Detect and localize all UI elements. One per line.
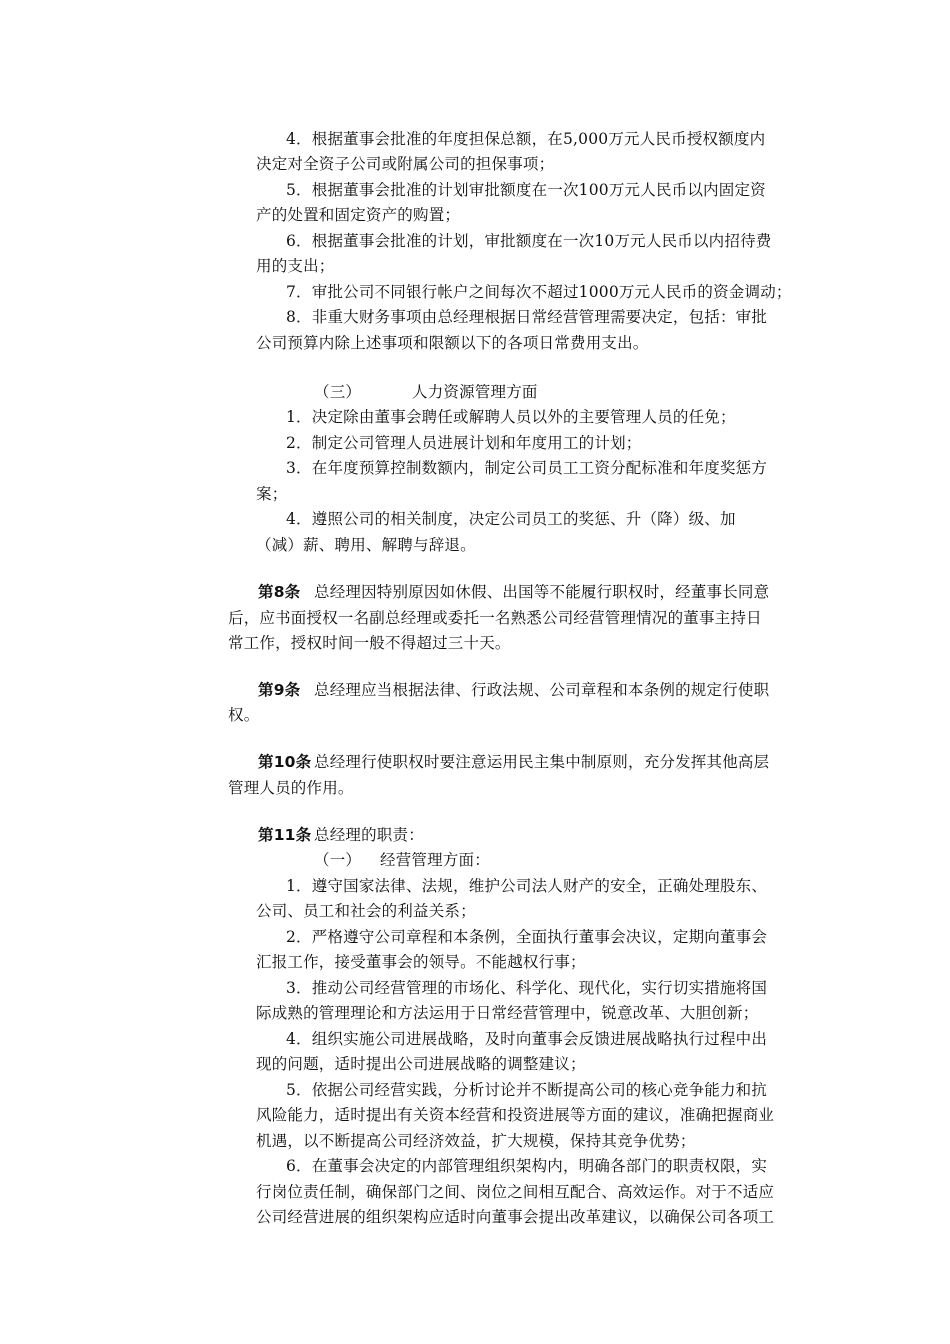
finance-item-5-line-2: 产的处置和固定资产的购置； (256, 206, 461, 224)
article-9-label: 第9条 (258, 681, 301, 699)
article-9-line-2: 权。 (228, 706, 260, 724)
operations-item-3-line-1: 3．推动公司经营管理的市场化、科学化、现代化，实行切实措施将国 (286, 979, 768, 997)
article-8-label: 第8条 (258, 583, 301, 601)
operations-heading-text: 经营管理方面： (380, 851, 490, 869)
hr-item-4-line-1: 4．遵照公司的相关制度，决定公司员工的奖惩、升（降）级、加 (286, 510, 736, 528)
hr-item-3-line-2: 案； (256, 485, 288, 503)
hr-item-2-line-1: 2．制定公司管理人员进展计划和年度用工的计划； (286, 434, 642, 452)
article-8-line-1: 总经理因特别原因如休假、出国等不能履行职权时，经董事长同意 (314, 583, 770, 601)
article-11-label: 第11条 (258, 826, 312, 844)
article-9-line-1: 总经理应当根据法律、行政法规、公司章程和本条例的规定行使职 (314, 681, 770, 699)
article-10-line-1: 总经理行使职权时要注意运用民主集中制原则，充分发挥其他高层 (314, 753, 770, 771)
operations-item-2-line-1: 2．严格遵守公司章程和本条例，全面执行董事会决议，定期向董事会 (286, 928, 768, 946)
finance-item-4-line-2: 决定对全资子公司或附属公司的担保事项； (256, 155, 555, 173)
hr-heading-text: 人力资源管理方面 (412, 383, 538, 401)
finance-item-8-line-2: 公司预算内除上述事项和限额以下的各项日常费用支出。 (256, 334, 649, 352)
article-10-line-2: 管理人员的作用。 (228, 779, 354, 797)
hr-item-1-line-1: 1．决定除由董事会聘任或解聘人员以外的主要管理人员的任免； (286, 408, 736, 426)
operations-item-6-line-3: 公司经营进展的组织架构应适时向董事会提出改革建议，以确保公司各项工 (256, 1208, 775, 1226)
operations-item-1-line-1: 1．遵守国家法律、法规，维护公司法人财产的安全，正确处理股东、 (286, 877, 768, 895)
operations-item-3-line-2: 际成熟的管理理论和方法运用于日常经营管理中，锐意改革、大胆创新； (256, 1004, 759, 1022)
article-11-line-1: 总经理的职责： (314, 826, 424, 844)
operations-item-5-line-3: 机遇，以不断提高公司经济效益，扩大规模，保持其竞争优势； (256, 1132, 696, 1150)
operations-item-1-line-2: 公司、员工和社会的利益关系； (256, 902, 476, 920)
operations-item-2-line-2: 汇报工作，接受董事会的领导。不能越权行事； (256, 953, 586, 971)
operations-heading-number: （一） (314, 851, 362, 869)
finance-item-6-line-2: 用的支出； (256, 257, 335, 275)
hr-item-3-line-1: 3．在年度预算控制数额内，制定公司员工工资分配标准和年度奖惩方 (286, 459, 768, 477)
article-10-label: 第10条 (258, 753, 312, 771)
finance-item-7-line-1: 7．审批公司不同银行帐户之间每次不超过1000万元人民币的资金调动； (286, 283, 792, 301)
hr-heading-number: （三） (314, 383, 362, 401)
operations-item-4-line-2: 现的问题，适时提出公司进展战略的调整建议； (256, 1055, 586, 1073)
operations-item-6-line-2: 行岗位责任制，确保部门之间、岗位之间相互配合、高效运作。对于不适应 (256, 1183, 775, 1201)
hr-item-4-line-2: （减）薪、聘用、解聘与辞退。 (256, 536, 476, 554)
article-8-line-2: 后，应书面授权一名副总经理或委托一名熟悉公司经营管理情况的董事主持日 (228, 609, 762, 627)
operations-item-4-line-1: 4．组织实施公司进展战略，及时向董事会反馈进展战略执行过程中出 (286, 1030, 768, 1048)
operations-item-5-line-2: 风险能力，适时提出有关资本经营和投资进展等方面的建议，准确把握商业 (256, 1106, 775, 1124)
article-8-line-3: 常工作，授权时间一般不得超过三十天。 (228, 634, 511, 652)
operations-item-6-line-1: 6．在董事会决定的内部管理组织架构内，明确各部门的职责权限，实 (286, 1157, 768, 1175)
finance-item-8-line-1: 8．非重大财务事项由总经理根据日常经营管理需要决定，包括：审批 (286, 308, 768, 326)
finance-item-4-line-1: 4．根据董事会批准的年度担保总额，在5,000万元人民币授权额度内 (286, 130, 766, 148)
operations-item-5-line-1: 5．依据公司经营实践，分析讨论并不断提高公司的核心竞争能力和抗 (286, 1081, 768, 1099)
finance-item-6-line-1: 6．根据董事会批准的计划，审批额度在一次10万元人民币以内招待费 (286, 232, 772, 250)
finance-item-5-line-1: 5．根据董事会批准的计划审批额度在一次100万元人民币以内固定资 (286, 181, 766, 199)
